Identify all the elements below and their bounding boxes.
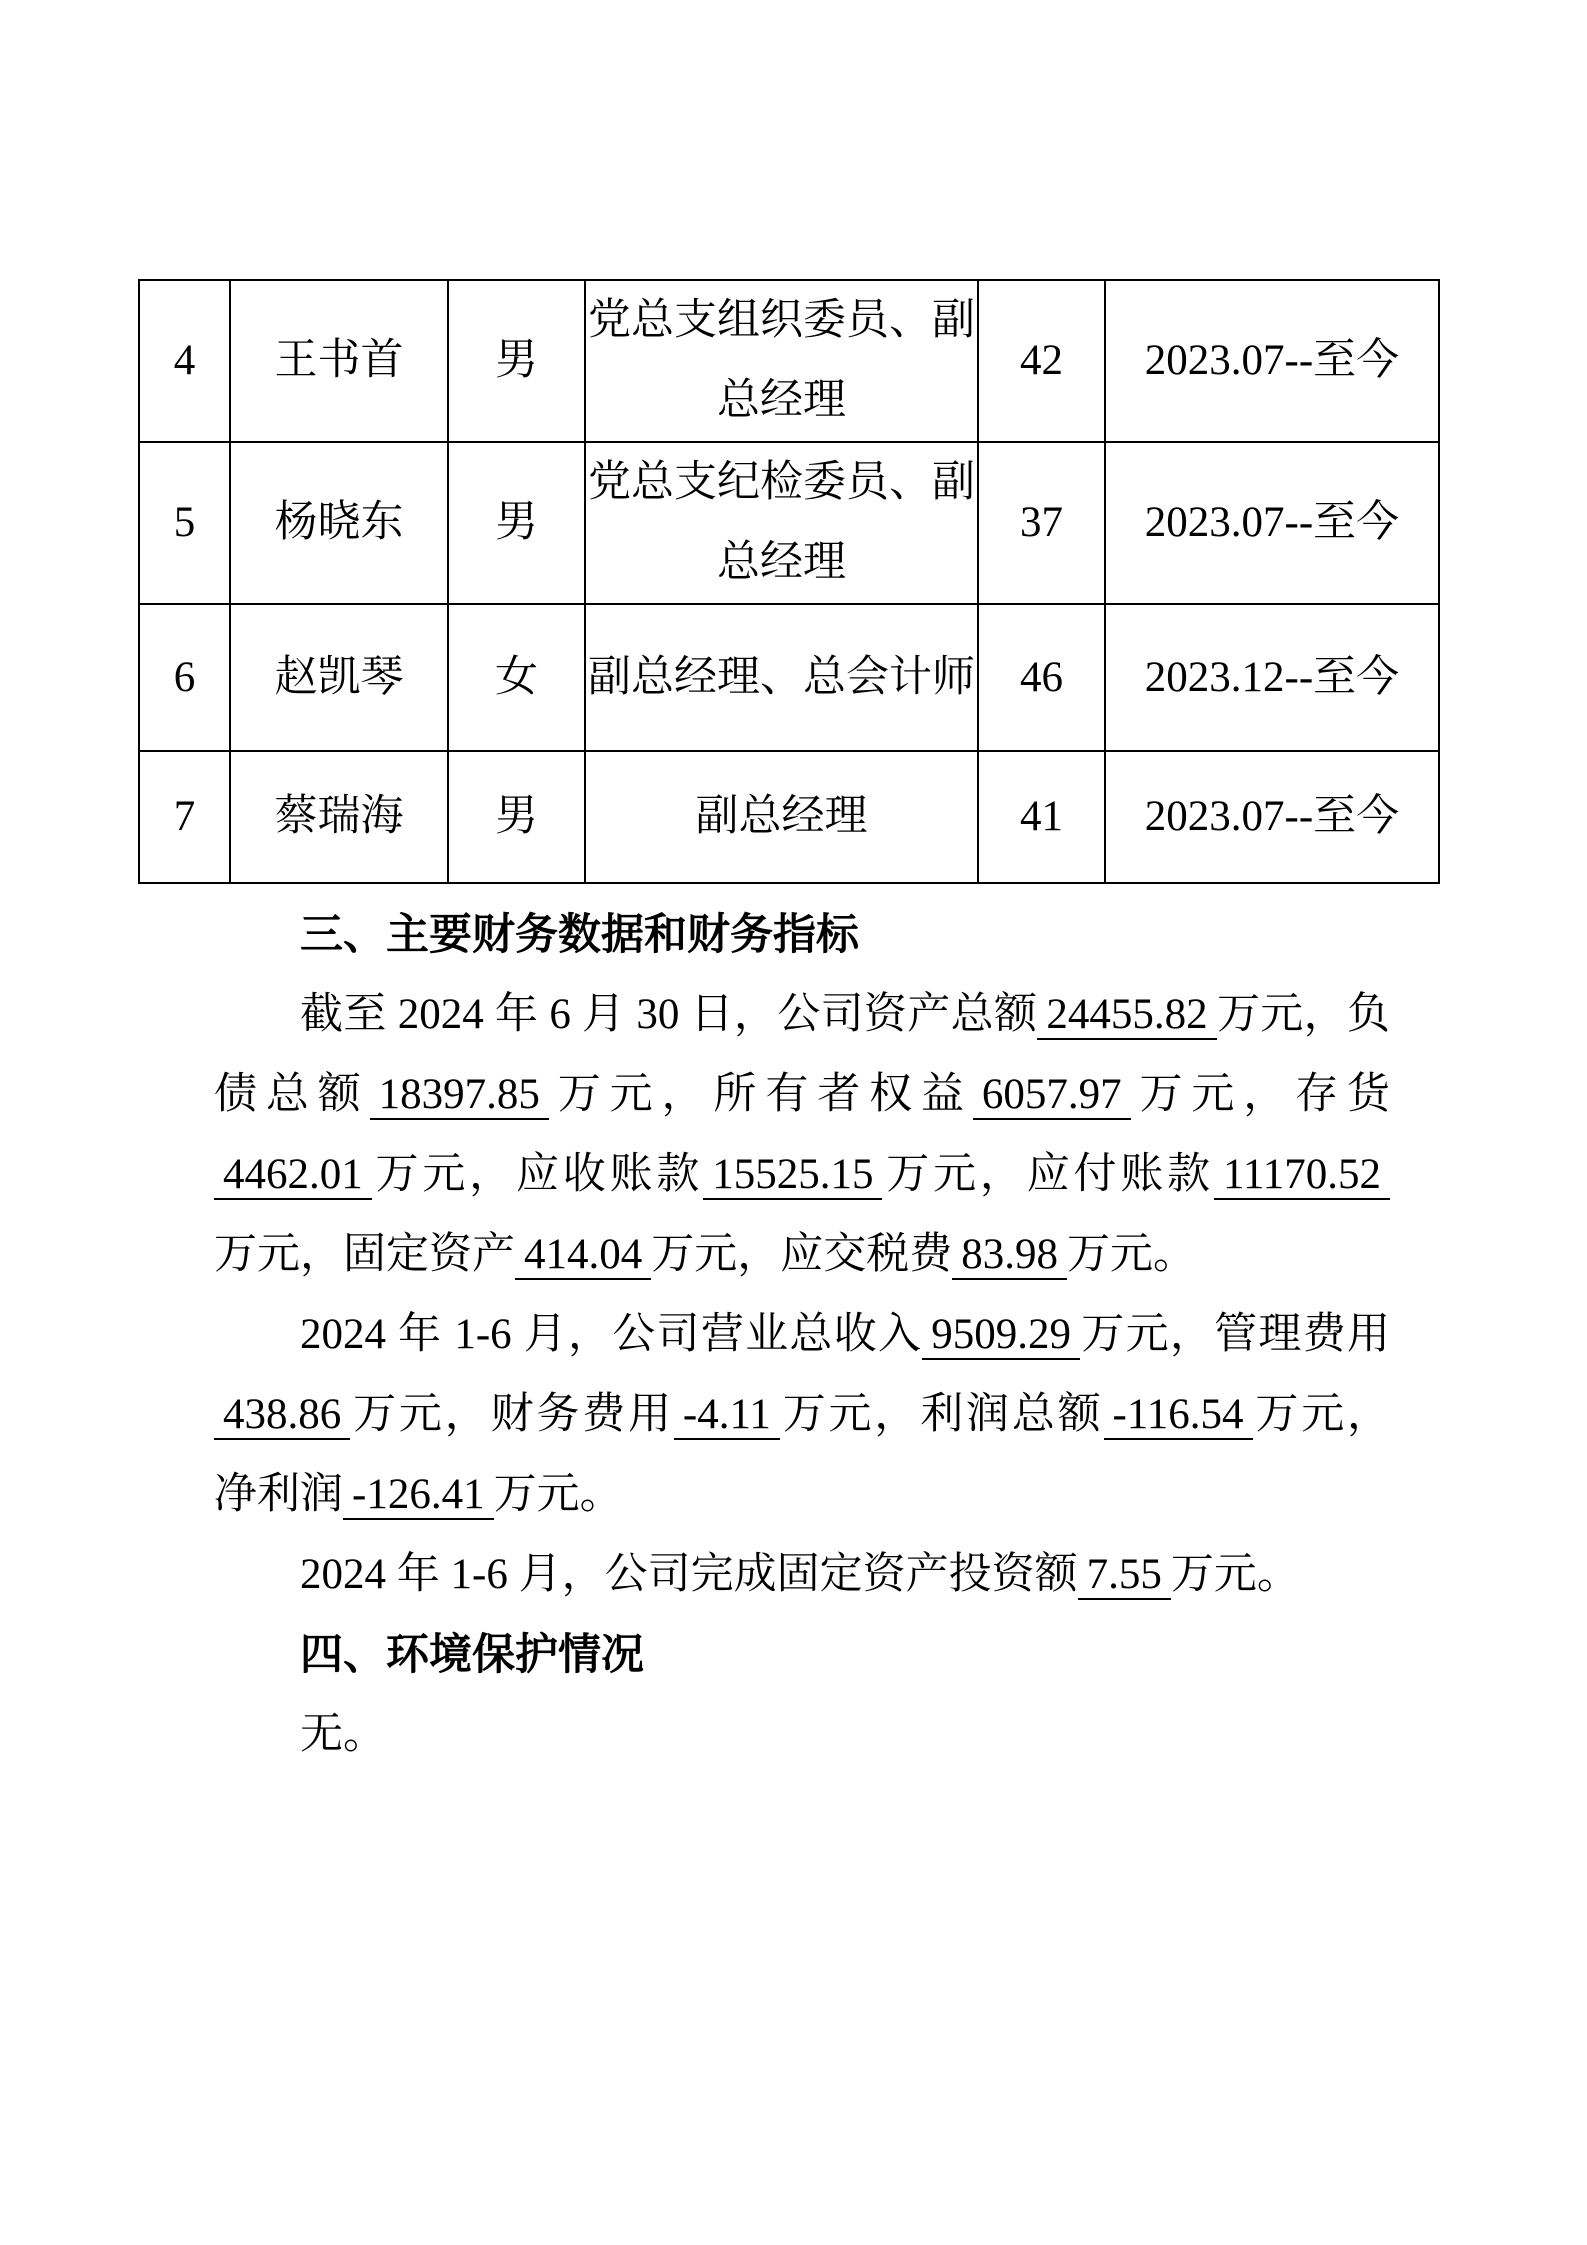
text-segment: 2024 年 1-6 月，公司营业总收入 [300,1311,923,1358]
underlined-value: 414.04 [515,1231,651,1280]
cell-name: 蔡瑞海 [230,751,448,883]
finance-paragraph-income [214,1295,1390,1535]
text-line [214,1215,1390,1295]
text-segment: 万元， [1252,1391,1391,1438]
cell-no: 7 [139,751,230,883]
text-line [214,1295,1390,1375]
cell-age: 42 [978,280,1105,442]
finance-paragraph-investment [214,1535,1390,1615]
environment-body: 无。 [300,1711,386,1758]
cell-name: 赵凯琴 [230,604,448,751]
underlined-value: 438.86 [214,1391,350,1440]
management-table-body [139,280,1439,883]
text-line [214,1375,1390,1455]
cell-tenure: 2023.07--至今 [1105,442,1439,604]
underlined-value: 15525.15 [703,1151,882,1200]
cell-name: 杨晓东 [230,442,448,604]
text-segment: 截至 2024 年 6 月 30 日，公司资产总额 [300,991,1038,1038]
text-block [214,895,1390,1775]
cell-no: 4 [139,280,230,442]
underlined-value: 4462.01 [214,1151,372,1200]
finance-paragraph-balance [214,975,1390,1295]
text-line [214,1135,1390,1215]
underlined-value: 9509.29 [922,1311,1080,1360]
underlined-value: -126.41 [343,1471,494,1520]
text-line [214,1535,1390,1615]
environment-section-heading: 四、环境保护情况 [300,1631,644,1679]
text-segment: 万元。 [1067,1231,1196,1278]
text-segment: 万元。 [493,1471,623,1518]
cell-position: 副总经理 [585,751,978,883]
text-segment: 万元，应收账款 [371,1151,704,1198]
text-segment: 万元，应交税费 [651,1231,953,1278]
table-row [139,751,1439,883]
cell-age: 37 [978,442,1105,604]
text-line [214,1055,1390,1135]
underlined-value: 18397.85 [370,1071,549,1120]
cell-position: 副总经理、总会计师 [585,604,978,751]
cell-position: 党总支组织委员、副总经理 [585,280,978,442]
cell-gender: 女 [448,604,585,751]
text-segment: 万元，所有者权益 [548,1071,973,1118]
text-segment: 2024 年 1-6 月，公司完成固定资产投资额 [300,1551,1078,1598]
cell-gender: 男 [448,442,585,604]
cell-gender: 男 [448,751,585,883]
cell-no: 5 [139,442,230,604]
text-segment: 万元，财务费用 [350,1391,674,1438]
underlined-value: 7.55 [1078,1551,1171,1600]
text-segment: 万元，应付账款 [882,1151,1214,1198]
text-line [214,1455,1390,1535]
text-segment: 万元，固定资产 [214,1231,515,1278]
table-row [139,280,1439,442]
text-segment: 万元，负 [1216,991,1391,1038]
text-segment: 债总额 [214,1071,370,1118]
text-line [214,975,1390,1055]
cell-gender: 男 [448,280,585,442]
underlined-value: -4.11 [674,1391,780,1440]
management-table [138,279,1440,884]
cell-name: 王书首 [230,280,448,442]
cell-no: 6 [139,604,230,751]
underlined-value: -116.54 [1104,1391,1253,1440]
text-segment: 万元，管理费用 [1080,1311,1391,1358]
table-row [139,604,1439,751]
table-row [139,442,1439,604]
underlined-value: 11170.52 [1214,1151,1390,1200]
underlined-value: 6057.97 [973,1071,1131,1120]
cell-tenure: 2023.12--至今 [1105,604,1439,751]
underlined-value: 83.98 [952,1231,1067,1280]
cell-tenure: 2023.07--至今 [1105,280,1439,442]
text-segment: 万元，利润总额 [779,1391,1104,1438]
underlined-value: 24455.82 [1037,991,1216,1040]
finance-section-heading: 三、主要财务数据和财务指标 [300,911,859,959]
cell-age: 46 [978,604,1105,751]
cell-age: 41 [978,751,1105,883]
text-segment: 万元。 [1170,1551,1300,1598]
cell-tenure: 2023.07--至今 [1105,751,1439,883]
text-segment: 净利润 [214,1471,343,1518]
cell-position: 党总支纪检委员、副总经理 [585,442,978,604]
text-segment: 万元，存货 [1130,1071,1391,1118]
